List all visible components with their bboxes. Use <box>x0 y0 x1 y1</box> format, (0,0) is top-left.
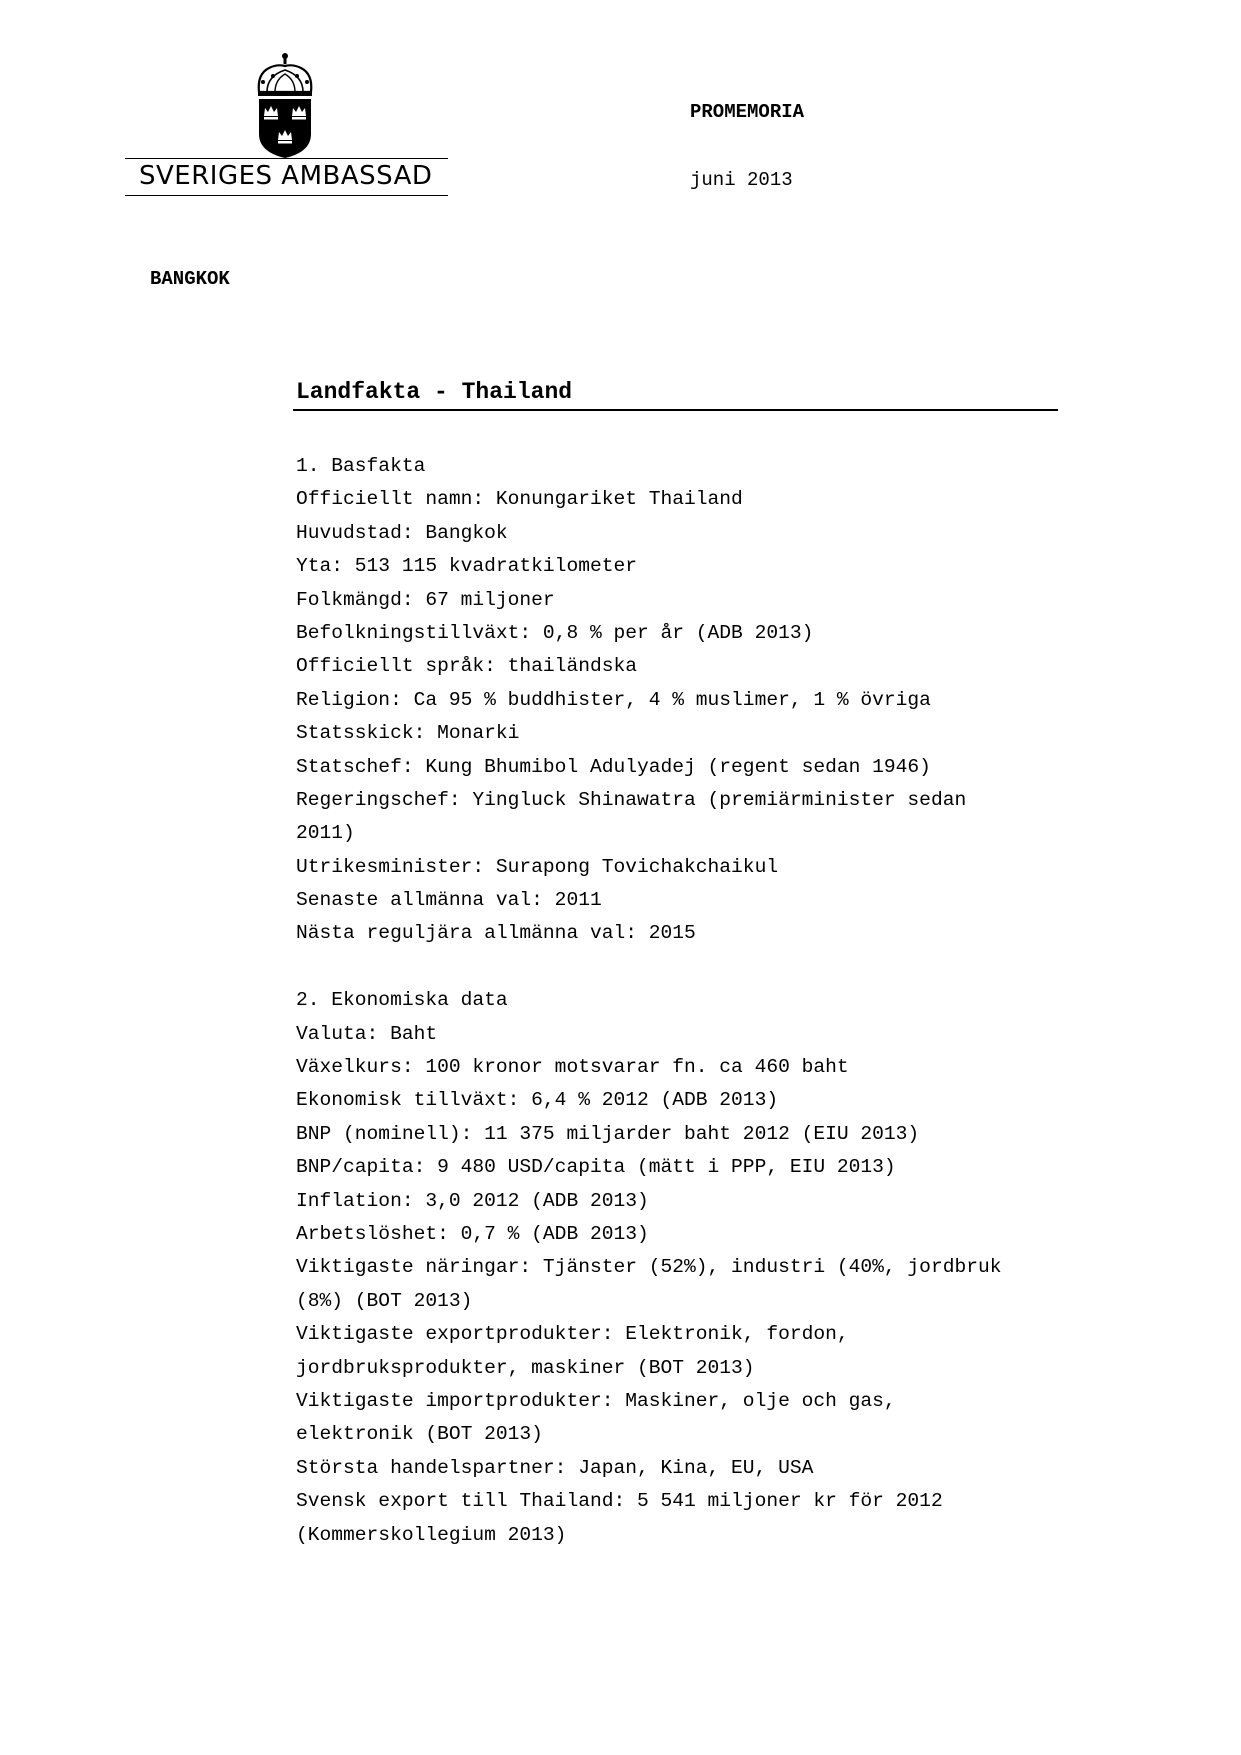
page-title: Landfakta - Thailand <box>296 379 573 405</box>
body-line: Viktigaste näringar: Tjänster (52%), industri (40%, jordbruk <box>296 1256 1002 1279</box>
body-line: Ekonomisk tillväxt: 6,4 % 2012 (ADB 2013) <box>296 1089 779 1112</box>
body-line: Största handelspartner: Japan, Kina, EU, USA <box>296 1456 814 1479</box>
body-line: elektronik (BOT 2013) <box>296 1423 543 1446</box>
document-body <box>296 450 1076 1552</box>
logo-text: SVERIGES AMBASSAD <box>139 161 433 191</box>
body-line: (8%) (BOT 2013) <box>296 1289 473 1312</box>
body-line: Nästa reguljära allmänna val: 2015 <box>296 922 696 945</box>
title-underline <box>293 409 1058 411</box>
sender-location: BANGKOK <box>150 268 230 290</box>
document-date: juni 2013 <box>690 169 793 191</box>
body-line: Yta: 513 115 kvadratkilometer <box>296 555 637 578</box>
body-line: 2. Ekonomiska data <box>296 989 508 1012</box>
embassy-logo <box>125 52 451 200</box>
body-line: Religion: Ca 95 % buddhister, 4 % muslimer, 1 % övriga <box>296 688 931 711</box>
body-line: Folkmängd: 67 miljoner <box>296 588 555 611</box>
body-line: Växelkurs: 100 kronor motsvarar fn. ca 460 baht <box>296 1056 849 1079</box>
body-line: Regeringschef: Yingluck Shinawatra (premiärminister sedan <box>296 788 967 811</box>
body-line: Officiellt språk: thailändska <box>296 655 637 678</box>
body-line: Svensk export till Thailand: 5 541 miljoner kr för 2012 <box>296 1490 943 1513</box>
body-line: Valuta: Baht <box>296 1022 438 1045</box>
body-line: BNP (nominell): 11 375 miljarder baht 2012 (EIU 2013) <box>296 1122 920 1145</box>
body-line: jordbruksprodukter, maskiner (BOT 2013) <box>296 1356 755 1379</box>
body-line: (Kommerskollegium 2013) <box>296 1523 567 1546</box>
body-line: Officiellt namn: Konungariket Thailand <box>296 488 743 511</box>
body-line: Viktigaste importprodukter: Maskiner, olje och gas, <box>296 1389 896 1412</box>
body-line: Inflation: 3,0 2012 (ADB 2013) <box>296 1189 649 1212</box>
body-line: Viktigaste exportprodukter: Elektronik, fordon, <box>296 1323 849 1346</box>
body-line: 2011) <box>296 822 355 845</box>
body-line: Senaste allmänna val: 2011 <box>296 889 602 912</box>
body-line: Statschef: Kung Bhumibol Adulyadej (regent sedan 1946) <box>296 755 931 778</box>
logo-top-rule <box>125 158 448 159</box>
document-type: PROMEMORIA <box>690 101 805 123</box>
body-line: Utrikesminister: Surapong Tovichakchaikul <box>296 855 779 878</box>
body-line: Huvudstad: Bangkok <box>296 521 508 544</box>
coat-of-arms-icon <box>253 52 317 160</box>
body-line <box>296 951 1076 984</box>
body-line: BNP/capita: 9 480 USD/capita (mätt i PPP, EIU 2013) <box>296 1156 896 1179</box>
body-line: 1. Basfakta <box>296 455 426 477</box>
body-line: Arbetslöshet: 0,7 % (ADB 2013) <box>296 1222 649 1245</box>
body-line: Befolkningstillväxt: 0,8 % per år (ADB 2013) <box>296 621 814 644</box>
body-line: Statsskick: Monarki <box>296 722 520 745</box>
logo-bottom-rule <box>125 195 448 196</box>
